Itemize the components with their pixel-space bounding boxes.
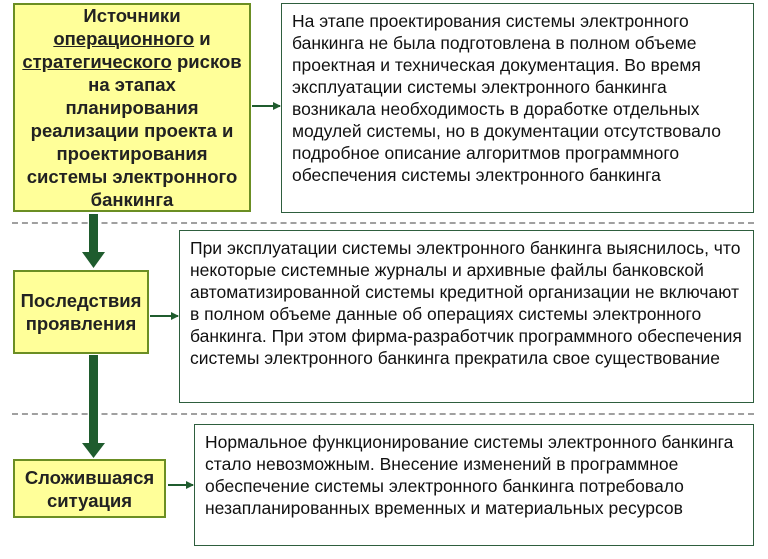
stage-1-description: На этапе проектирования системы электронного банкинга не была подготовлена в полном объеме проектная и техническая документация. Во время эксплуатации системы электронного банкинга возникала необходимость в доработке отдельных модулей системы, но в документации отсутствовало подробное описание алгоритмов программного обеспечения системы электронного банкинга [292, 11, 721, 185]
stage-2-description: При эксплуатации системы электронного банкинга выяснилось, что некоторые системные журналы и архивные файлы банковской автоматизированной системы кредитной организации не включают в полном объеме данные об операциях системы электронного банкинга. При этом фирма-разработчик программного обеспечения системы электронного банкинга прекратила свое существование [190, 238, 742, 368]
down-arrow-1 [82, 214, 105, 268]
stage-3-title: Сложившаяся ситуация [24, 466, 155, 511]
stage-2-description-box [179, 230, 754, 403]
stage-3-description: Нормальное функционирование системы электронного банкинга стало невозможным. Внесение изменений в программное обеспечение системы электронного банкинга потребовало незапланированных временных и материальных ресурсов [205, 432, 734, 518]
down-arrow-2 [82, 355, 105, 458]
stage-1-title: Источники операционного и стратегического рисков на этапах планирования реализации проекта и проектирования системы электронного банкинга [22, 5, 242, 210]
strategic-risk-term: стратегического [22, 51, 172, 72]
stage-2-title-box [13, 270, 149, 354]
stage-1-description-box [281, 3, 754, 213]
stage-1-title-box [13, 3, 251, 212]
stage-2-title: Последствия проявления [20, 290, 142, 334]
stage-3-description-box [194, 424, 754, 546]
stage-3-title-box [13, 459, 166, 518]
operational-risk-term: операционного [53, 28, 195, 49]
